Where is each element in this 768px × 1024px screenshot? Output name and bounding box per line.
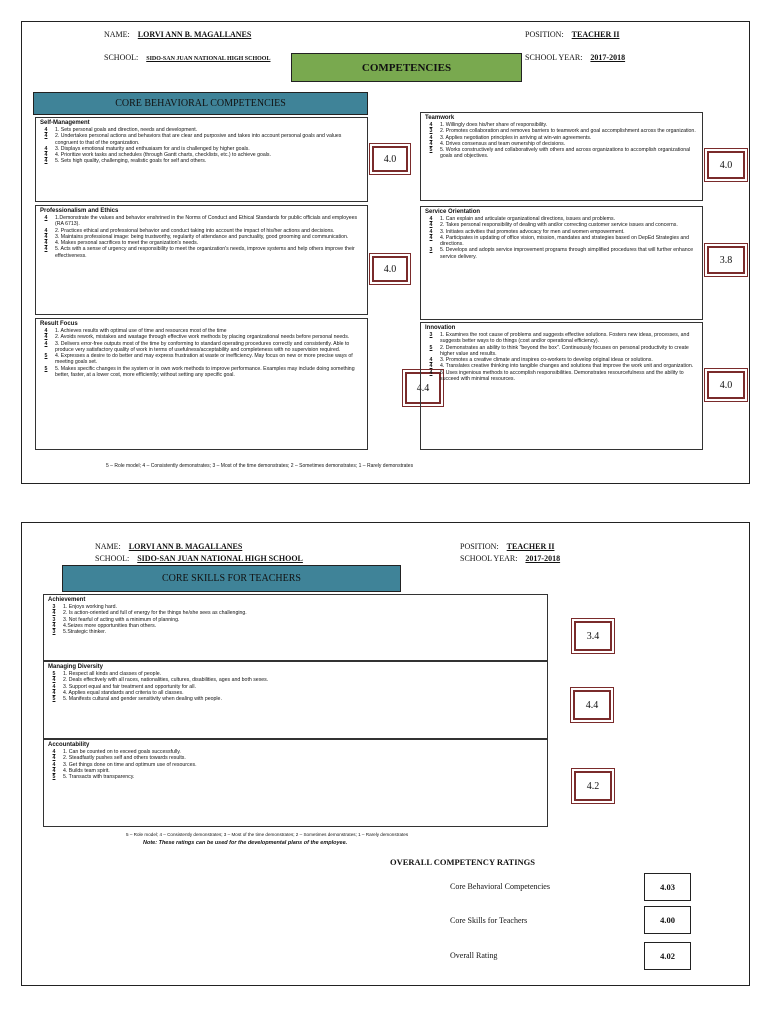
rating-value: 5 bbox=[52, 774, 56, 781]
rating-text: 3. Applies negotiation principles in arriving at win-win agreements. bbox=[440, 134, 592, 141]
rating-value: 4 bbox=[44, 152, 48, 159]
rating-item bbox=[48, 696, 543, 702]
rating-text: 1. Can be counted on to exceed goals successfully. bbox=[63, 749, 181, 755]
school-year-field bbox=[525, 53, 625, 62]
overall-label-core-skills: Core Skills for Teachers bbox=[450, 916, 528, 925]
section-service-orientation bbox=[420, 206, 703, 320]
score-result-focus: 4.4 bbox=[405, 372, 441, 404]
rating-item bbox=[48, 774, 543, 780]
item-list bbox=[425, 332, 698, 382]
name-value: LORVI ANN B. MAGALLANES bbox=[128, 542, 243, 551]
position-label: POSITION: bbox=[525, 30, 564, 39]
rating-value: 4 bbox=[429, 140, 433, 147]
score-teamwork: 4.0 bbox=[707, 151, 745, 179]
score-self-management: 4.0 bbox=[372, 146, 408, 172]
rating-item bbox=[40, 341, 363, 354]
rating-text: 5. Sets high quality, challenging, realistic goals for self and others. bbox=[55, 158, 207, 165]
position-value: TEACHER II bbox=[506, 542, 555, 551]
section-achievement bbox=[43, 594, 548, 661]
overall-value-core-skills: 4.00 bbox=[644, 906, 691, 934]
rating-value: 5 bbox=[44, 353, 48, 360]
rating-value: 3 bbox=[52, 604, 56, 610]
position-field bbox=[460, 542, 554, 551]
rating-text: 4. Applies equal standards and criteria to all classes. bbox=[63, 689, 184, 696]
rating-text: 1. Achieves results with optimal use of time and resources most of the time bbox=[55, 328, 227, 334]
rating-value: 4 bbox=[429, 357, 433, 364]
rating-value: 4 bbox=[429, 369, 433, 376]
rating-text: 2. Avoids rework, mistakes and wastage through effective work methods by placing organizational needs before personal needs. bbox=[55, 334, 350, 341]
page-title: COMPETENCIES bbox=[291, 53, 522, 82]
rating-text: 4. Translates creative thinking into tangible changes and solutions that improve the work unit and organization. bbox=[440, 363, 694, 370]
rating-text: 1. Examines the root cause of problems and suggests effective solutions. Fosters new ideas, processes, and suggests better ways to do things (cost and/or operational efficiency). bbox=[440, 332, 690, 345]
rating-text: 1.Demonstrate the values and behavior enshrined in the Norms of Conduct and Ethical Standards for public officials and employees (RA 6713). bbox=[55, 215, 358, 228]
rating-value: 4 bbox=[52, 610, 56, 617]
position-label: POSITION: bbox=[460, 542, 499, 551]
overall-value-overall: 4.02 bbox=[644, 942, 691, 970]
rating-value: 4 bbox=[52, 749, 56, 755]
section-managing-diversity bbox=[43, 661, 548, 739]
rating-value: 4 bbox=[44, 328, 48, 334]
rating-value: 4 bbox=[44, 215, 48, 221]
item-list bbox=[48, 604, 543, 635]
rating-text: 5. Acts with a sense of urgency and responsibility to meet the organization's needs, improve systems and help others improve their effectiveness. bbox=[55, 246, 355, 259]
rating-value: 5 bbox=[429, 147, 433, 154]
rating-value: 3 bbox=[429, 332, 433, 338]
rating-value: 4 bbox=[52, 622, 56, 629]
rating-item bbox=[425, 332, 698, 345]
rating-value: 4 bbox=[52, 677, 56, 684]
rating-text: 5. Transacts with transparency. bbox=[63, 774, 135, 781]
rating-text: 3. Initiates activities that promotes advocacy for men and women empowerment. bbox=[440, 228, 625, 235]
rating-text: 3. Not fearful of acting with a minimum of planning. bbox=[63, 616, 180, 623]
rating-text: 1. Enjoys working hard. bbox=[63, 604, 117, 610]
rating-value: 4 bbox=[429, 134, 433, 141]
rating-text: 3. Displays emotional maturity and enthusiasm for and is challenged by higher goals. bbox=[55, 145, 250, 152]
section-self-management bbox=[35, 117, 368, 202]
score-managing-diversity: 4.4 bbox=[573, 690, 611, 720]
rating-value: 5 bbox=[52, 671, 56, 677]
rating-text: 5. Manifests cultural and gender sensitivity when dealing with people. bbox=[63, 696, 222, 703]
rating-value: 3 bbox=[52, 616, 56, 623]
developmental-note: Note: These ratings can be used for the developmental plans of the employee. bbox=[143, 840, 348, 846]
rating-item bbox=[48, 629, 543, 635]
overall-value-core-behavioral: 4.03 bbox=[644, 873, 691, 901]
section-innovation bbox=[420, 322, 703, 450]
school-year-label: SCHOOL YEAR: bbox=[525, 53, 583, 62]
rating-value: 4 bbox=[44, 240, 48, 247]
rating-text: 4.Seizes more opportunities than others. bbox=[63, 622, 157, 629]
rating-value: 5 bbox=[429, 344, 433, 351]
rating-value: 4 bbox=[44, 145, 48, 152]
rating-value: 5 bbox=[44, 365, 48, 372]
school-year-field bbox=[460, 554, 560, 563]
rating-text: 2. Undertakes personal actions and behaviors that are clear and purposive and takes into account personal goals and values congruent to that of the organization. bbox=[55, 133, 342, 146]
section-title: Innovation bbox=[425, 325, 456, 331]
rating-text: 4. Expresses a desire to do better and may express frustration at waste or inefficiency. May focus on new or more precise ways of meeting goals set. bbox=[55, 353, 353, 366]
rating-value: 4 bbox=[44, 133, 48, 140]
rating-item bbox=[425, 147, 698, 160]
rating-legend: 5 – Role model; 4 – Consistently demonstrates; 3 – Most of the time demonstrates; 2 – Sometimes demonstrates; 1 – Rarely demonstrates bbox=[106, 463, 414, 469]
rating-text: 5. Uses ingenious methods to accomplish responsibilities. Demonstrates resourcefulness and the ability to succeed with minimal resources. bbox=[440, 369, 684, 383]
rating-value: 4 bbox=[44, 334, 48, 341]
rating-value: 3 bbox=[429, 128, 433, 135]
rating-value: 5 bbox=[52, 696, 56, 703]
score-professionalism: 4.0 bbox=[372, 256, 408, 282]
rating-text: 3. Maintains professional image: being trustworthy, regularity of attendance and punctuality, good grooming and communication. bbox=[55, 233, 349, 240]
rating-item bbox=[40, 158, 363, 164]
rating-text: 1. Willingly does his/her share of responsibility. bbox=[440, 122, 548, 128]
rating-item bbox=[40, 215, 363, 228]
rating-text: 1. Can explain and articulate organizational directions, issues and problems. bbox=[440, 216, 616, 222]
position-value: TEACHER II bbox=[571, 30, 620, 39]
rating-text: 5.Strategic thinker. bbox=[63, 629, 106, 636]
school-value: SIDO-SAN JUAN NATIONAL HIGH SCHOOL bbox=[137, 554, 303, 563]
name-value: LORVI ANN B. MAGALLANES bbox=[137, 30, 252, 39]
name-field bbox=[104, 30, 251, 39]
item-list bbox=[48, 671, 543, 702]
rating-text: 4. Builds team spirit. bbox=[63, 767, 110, 774]
rating-text: 4. Prioritize work tasks and schedules (through Gantt charts, checklists, etc.) to achieve goals. bbox=[55, 152, 271, 159]
rating-item bbox=[40, 246, 363, 259]
rating-value: 3 bbox=[429, 247, 433, 254]
rating-item bbox=[425, 235, 698, 248]
rating-item bbox=[425, 345, 698, 358]
section-title: Result Focus bbox=[40, 321, 78, 327]
rating-value: 4 bbox=[429, 216, 433, 222]
rating-value: 3 bbox=[52, 629, 56, 636]
rating-text: 2. Deals effectively with all races, nationalities, cultures, disabilities, ages and both sexes. bbox=[63, 677, 269, 684]
rating-text: 5. Makes specific changes in the system or in own work methods to improve performance. Examples may include doing something better, faster, at a lower cost, more efficiently; without setting any specific goal. bbox=[55, 365, 355, 379]
overall-label-overall: Overall Rating bbox=[450, 951, 498, 960]
rating-text: 4. Drives consensus and team ownership of decisions. bbox=[440, 140, 566, 147]
section-title: Accountability bbox=[48, 742, 90, 748]
page-competencies bbox=[21, 21, 750, 484]
rating-text: 2. Steadfastly pushes self and others towards results. bbox=[63, 755, 186, 762]
rating-value: 4 bbox=[44, 158, 48, 165]
rating-value: 4 bbox=[44, 233, 48, 240]
score-service-orientation: 3.8 bbox=[707, 246, 745, 274]
rating-text: 3. Get things done on time and optimum use of resources. bbox=[63, 761, 197, 768]
item-list bbox=[40, 328, 363, 378]
school-year-value: 2017-2018 bbox=[525, 554, 561, 563]
rating-value: 4 bbox=[44, 127, 48, 133]
overall-ratings-title: OVERALL COMPETENCY RATINGS bbox=[390, 857, 535, 867]
name-label: NAME: bbox=[95, 542, 121, 551]
section-accountability bbox=[43, 739, 548, 827]
rating-item bbox=[40, 366, 363, 379]
overall-label-core-behavioral: Core Behavioral Competencies bbox=[450, 882, 550, 891]
rating-value: 4 bbox=[429, 122, 433, 128]
item-list bbox=[425, 216, 698, 260]
name-label: NAME: bbox=[104, 30, 130, 39]
school-value: SIDO-SAN JUAN NATIONAL HIGH SCHOOL bbox=[146, 56, 271, 62]
score-achievement: 3.4 bbox=[574, 621, 612, 651]
section-result-focus bbox=[35, 318, 368, 450]
rating-value: 4 bbox=[429, 234, 433, 241]
rating-value: 4 bbox=[52, 755, 56, 762]
rating-text: 1. Sets personal goals and direction, needs and development. bbox=[55, 127, 198, 133]
page-core-skills bbox=[21, 522, 750, 986]
rating-text: 5. Develops and adopts service improvement programs through simplified procedures that will further enhance service delivery. bbox=[440, 247, 694, 260]
section-title: Teamwork bbox=[425, 115, 455, 121]
section-title: Achievement bbox=[48, 597, 86, 603]
section-title: Professionalism and Ethics bbox=[40, 208, 119, 214]
rating-item bbox=[40, 133, 363, 146]
rating-item bbox=[425, 370, 698, 383]
rating-value: 4 bbox=[44, 246, 48, 253]
rating-legend: 5 – Role model; 4 – Consistently demonstrates; 3 – Most of the time demonstrates; 2 – Sometimes demonstrates; 1 – Rarely demonstrates bbox=[126, 832, 409, 837]
item-list bbox=[40, 127, 363, 165]
item-list bbox=[425, 122, 698, 160]
rating-item bbox=[40, 353, 363, 366]
core-behavioral-title: CORE BEHAVIORAL COMPETENCIES bbox=[33, 92, 368, 115]
core-skills-title: CORE SKILLS FOR TEACHERS bbox=[62, 565, 401, 592]
rating-text: 2. Practices ethical and professional behavior and conduct taking into account the impact of his/her actions and decisions. bbox=[55, 227, 335, 234]
rating-text: 2. Takes personal responsibility of dealing with and/or correcting customer service issues and concerns. bbox=[440, 222, 678, 229]
school-label: SCHOOL: bbox=[104, 53, 139, 62]
rating-text: 2. Promotes collaboration and removes barriers to teamwork and goal accomplishment across the organization. bbox=[440, 128, 696, 135]
section-teamwork bbox=[420, 112, 703, 201]
rating-text: 4. Makes personal sacrifices to meet the organization's needs. bbox=[55, 240, 199, 247]
school-year-value: 2017-2018 bbox=[590, 53, 626, 62]
name-field bbox=[95, 542, 242, 551]
school-field bbox=[104, 53, 270, 62]
school-field bbox=[95, 554, 303, 563]
section-professionalism-ethics bbox=[35, 205, 368, 315]
rating-text: 5. Works constructively and collaboratively with others and across organizations to accomplish organizational goals and objectives. bbox=[440, 147, 691, 160]
rating-text: 3. Support equal and fair treatment and opportunity for all. bbox=[63, 683, 196, 690]
rating-text: 4. Participates in updating of office vision, mission, mandates and strategies based on DepEd Strategies and directions. bbox=[440, 234, 690, 248]
rating-text: 2. Is action-oriented and full of energy for the things he/she sees as challenging. bbox=[63, 610, 247, 617]
score-accountability: 4.2 bbox=[574, 771, 612, 801]
rating-item bbox=[425, 247, 698, 260]
rating-value: 4 bbox=[52, 761, 56, 768]
section-title: Managing Diversity bbox=[48, 664, 104, 670]
rating-value: 4 bbox=[52, 689, 56, 696]
position-field bbox=[525, 30, 619, 39]
section-title: Self-Management bbox=[40, 120, 90, 126]
rating-value: 4 bbox=[44, 227, 48, 234]
item-list bbox=[48, 749, 543, 780]
rating-text: 3. Promotes a creative climate and inspires co-workers to develop original ideas or solutions. bbox=[440, 357, 653, 364]
rating-value: 4 bbox=[429, 228, 433, 235]
section-title: Service Orientation bbox=[425, 209, 481, 215]
rating-value: 4 bbox=[52, 683, 56, 690]
school-year-label: SCHOOL YEAR: bbox=[460, 554, 518, 563]
rating-value: 4 bbox=[52, 767, 56, 774]
rating-text: 2. Demonstrates an ability to think "beyond the box". Continuously focuses on personal productivity to create higher value and results. bbox=[440, 344, 689, 357]
rating-value: 4 bbox=[429, 222, 433, 229]
score-innovation: 4.0 bbox=[707, 371, 745, 399]
rating-text: 3. Delivers error-free outputs most of the time by conforming to standard operating procedures correctly and consistently. Able to produce very satisfactory quality of work in terms of usefulness/acceptability and completeness with no supervision required. bbox=[55, 340, 350, 353]
rating-value: 4 bbox=[44, 340, 48, 347]
school-label: SCHOOL: bbox=[95, 554, 130, 563]
rating-text: 1. Respect all kinds and classes of people. bbox=[63, 671, 162, 677]
rating-value: 4 bbox=[429, 363, 433, 370]
item-list bbox=[40, 215, 363, 259]
